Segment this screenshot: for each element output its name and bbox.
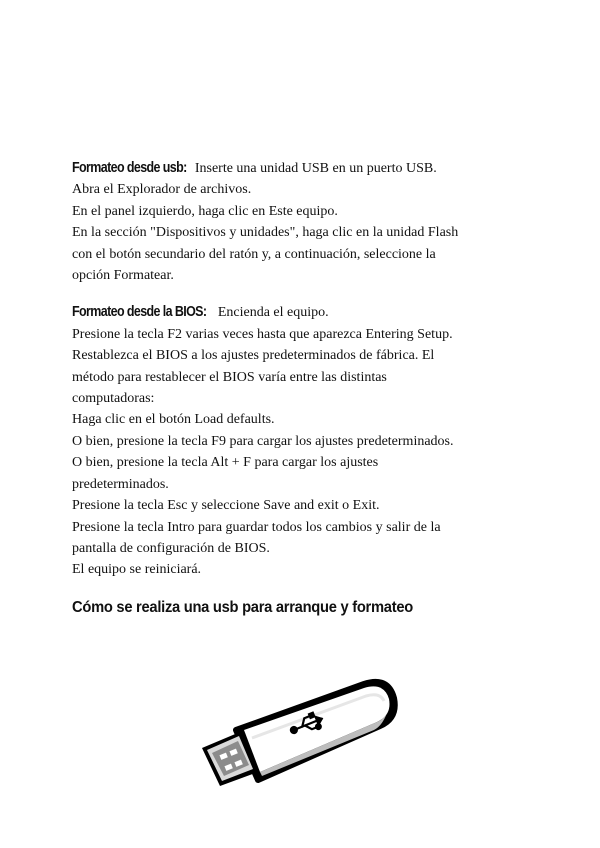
usb-flash-drive-icon	[196, 668, 426, 788]
paragraph-line: computadoras:	[72, 391, 155, 407]
document-page	[72, 158, 532, 617]
paragraph-line: opción Formatear.	[72, 268, 174, 284]
usb-format-heading: Formateo desde usb:	[72, 160, 187, 176]
paragraph-line: En la sección "Dispositivos y unidades", haga clic en la unidad Flash	[72, 225, 459, 241]
paragraph-line: método para restablecer el BIOS varía entre las distintas	[72, 369, 387, 385]
paragraph-line: Presione la tecla Intro para guardar todos los cambios y salir de la	[72, 519, 441, 535]
section-bios-format	[72, 302, 532, 580]
paragraph-line: Haga clic en el botón Load defaults.	[72, 412, 275, 428]
paragraph-line: Presione la tecla Esc y seleccione Save and exit o Exit.	[72, 498, 380, 514]
bios-format-heading: Formateo desde la BIOS:	[72, 304, 207, 321]
paragraph-line: El equipo se reiniciará.	[72, 562, 202, 578]
boot-usb-heading: Cómo se realiza una usb para arranque y formateo	[72, 598, 413, 616]
paragraph-line: O bien, presione la tecla Alt + F para cargar los ajustes	[72, 455, 379, 471]
paragraph-line: En el panel izquierdo, haga clic en Este equipo.	[72, 203, 338, 219]
paragraph-line: Restablezca el BIOS a los ajustes predeterminados de fábrica. El	[72, 348, 435, 364]
paragraph-line: pantalla de configuración de BIOS.	[72, 540, 270, 556]
paragraph-line: predeterminados.	[72, 476, 169, 492]
paragraph-line: Abra el Explorador de archivos.	[72, 182, 252, 198]
usb-first-line	[72, 158, 532, 179]
section-usb-format	[72, 158, 532, 286]
paragraph-line: Presione la tecla F2 varias veces hasta que aparezca Entering Setup.	[72, 326, 453, 342]
paragraph-line: con el botón secundario del ratón y, a continuación, seleccione la	[72, 246, 436, 262]
paragraph-line: Inserte una unidad USB en un puerto USB.	[191, 161, 437, 176]
paragraph-line: Encienda el equipo.	[214, 305, 329, 321]
paragraph-line: O bien, presione la tecla F9 para cargar los ajustes predeterminados.	[72, 433, 454, 449]
bios-first-line	[72, 302, 532, 323]
